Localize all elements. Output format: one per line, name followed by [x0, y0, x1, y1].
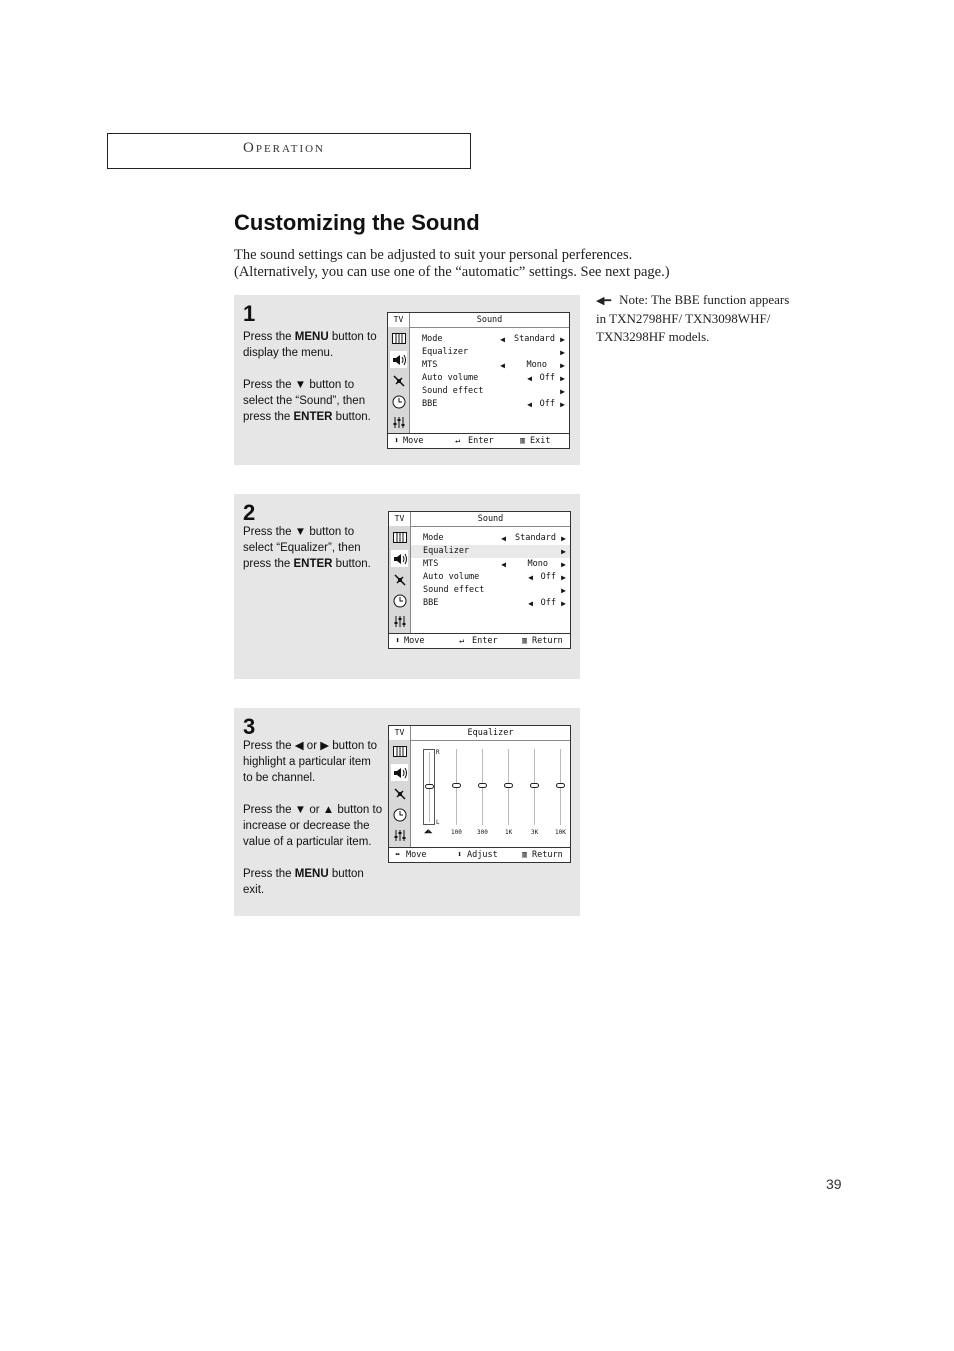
text: Press the: [243, 331, 295, 343]
left-arrow-icon: ◀: [527, 400, 532, 409]
row-label: Equalizer: [423, 546, 470, 556]
slider-knob[interactable]: [530, 783, 539, 788]
step-paragraph: Press the ▼ or ▲ button to increase or decrease the value of a particular item.: [243, 804, 383, 848]
text: button exit.: [243, 868, 364, 896]
clock-icon: [391, 806, 408, 823]
left-right-arrows-icon: ⬌: [395, 850, 401, 860]
band-label: 100: [451, 829, 462, 836]
intro-line-1: The sound settings can be adjusted to suit your personal perferences.: [234, 247, 633, 263]
osd-row-bbe[interactable]: [410, 398, 569, 411]
row-value: Standard: [514, 334, 555, 344]
band-label: 1K: [505, 829, 513, 836]
step-3-panel: [234, 708, 580, 916]
text: Press the ▼ button to select “Equalizer”, then press the: [243, 526, 361, 570]
page-number: 39: [826, 1176, 842, 1192]
band-label: 300: [477, 829, 488, 836]
intro-text: [234, 247, 670, 281]
osd-menu-rows: [411, 532, 570, 610]
setup-sliders-icon: [391, 613, 408, 630]
row-label: Sound effect: [423, 585, 485, 595]
setup-sliders-icon: [390, 414, 407, 431]
osd-title: Sound: [410, 313, 569, 328]
row-label: BBE: [422, 399, 438, 409]
text: Press the: [243, 868, 295, 880]
osd-sidebar: [389, 726, 411, 848]
speaker-icon: [391, 550, 408, 567]
tv-osd-sound-menu: [388, 511, 571, 649]
balance-slider[interactable]: [423, 749, 435, 825]
osd-tv-label: TV: [389, 512, 410, 526]
picture-icon: [390, 330, 407, 347]
section-label: Operation: [243, 140, 326, 156]
osd-row-mts[interactable]: [410, 359, 569, 372]
menu-icon: ▥: [522, 636, 528, 646]
step-paragraph: [243, 377, 383, 425]
step-instructions: [243, 329, 383, 441]
right-arrow-icon: ▶: [561, 599, 566, 608]
text: button.: [332, 558, 371, 570]
speaker-icon: [391, 764, 408, 781]
osd-tv-label: TV: [388, 313, 409, 327]
row-value: Mono: [527, 559, 548, 569]
picture-icon: [391, 743, 408, 760]
note-line: TXN3298HF models.: [596, 329, 710, 344]
key-name: ENTER: [293, 411, 333, 423]
right-arrow-icon: ▶: [561, 586, 566, 595]
left-arrow-icon: ◀: [527, 374, 532, 383]
step-paragraph: [243, 866, 383, 898]
band-label: 10K: [555, 829, 566, 836]
osd-row-equalizer-highlighted[interactable]: [411, 545, 570, 558]
left-arrow-icon: ◀: [528, 599, 533, 608]
tv-osd-equalizer: [388, 725, 571, 863]
menu-icon: ▥: [520, 436, 526, 446]
footer-adjust: Adjust: [467, 850, 498, 860]
osd-tv-label: TV: [389, 726, 410, 740]
right-arrow-icon: ▶: [560, 335, 565, 344]
row-value: Mono: [526, 360, 547, 370]
band-slider-3k[interactable]: [529, 749, 541, 825]
section-header-box: [107, 133, 471, 169]
row-label: MTS: [422, 360, 438, 370]
osd-footer: [389, 847, 570, 862]
osd-row-mode[interactable]: [410, 333, 569, 346]
right-arrow-icon: ▶: [560, 400, 565, 409]
equalizer-area: [411, 741, 570, 836]
tv-osd-sound-menu: [387, 312, 570, 449]
footer-enter: Enter: [468, 436, 494, 446]
row-value: Off: [540, 572, 556, 582]
speaker-icon: [390, 351, 407, 368]
clock-icon: [391, 592, 408, 609]
key-name: ENTER: [293, 558, 333, 570]
note-arrow-icon: ◀━: [596, 295, 612, 307]
band-slider-100[interactable]: [451, 749, 463, 825]
osd-row-sound-effect[interactable]: [411, 584, 570, 597]
left-arrow-icon: ◀: [501, 560, 506, 569]
channel-antenna-icon: [390, 372, 407, 389]
row-label: Mode: [422, 334, 443, 344]
step-instructions: [243, 738, 383, 914]
channel-antenna-icon: [391, 571, 408, 588]
row-label: Sound effect: [422, 386, 484, 396]
row-value: Off: [539, 373, 555, 383]
row-label: Auto volume: [423, 572, 480, 582]
row-value: Standard: [515, 533, 556, 543]
slider-knob[interactable]: [478, 783, 487, 788]
osd-footer: [389, 633, 570, 648]
footer-move: Move: [404, 636, 425, 646]
slider-knob[interactable]: [425, 784, 434, 789]
slider-knob[interactable]: [452, 783, 461, 788]
row-value: Off: [540, 598, 556, 608]
left-arrow-icon: ◀: [500, 335, 505, 344]
up-down-arrows-icon: ⬍: [394, 436, 400, 446]
key-name: MENU: [294, 331, 329, 343]
slider-knob[interactable]: [504, 783, 513, 788]
row-label: MTS: [423, 559, 439, 569]
row-label: Equalizer: [422, 347, 469, 357]
text: button to display the menu.: [243, 331, 377, 359]
osd-row-bbe[interactable]: [411, 597, 570, 610]
right-arrow-icon: ▶: [561, 547, 566, 556]
footer-return: Return: [532, 636, 563, 646]
row-label: Mode: [423, 533, 444, 543]
picture-icon: [391, 529, 408, 546]
left-channel-label: L: [436, 819, 440, 826]
row-value: Off: [539, 399, 555, 409]
band-slider-10k[interactable]: [555, 749, 567, 825]
enter-icon: ↵: [455, 436, 461, 446]
bbe-note: [596, 291, 816, 346]
speaker-balance-icon: ◢◣: [424, 827, 433, 835]
osd-sidebar: [389, 512, 411, 634]
osd-title: Equalizer: [411, 726, 570, 741]
channel-antenna-icon: [391, 785, 408, 802]
step-1-panel: [234, 295, 580, 465]
band-slider-300[interactable]: [477, 749, 489, 825]
left-arrow-icon: ◀: [500, 361, 505, 370]
text: button.: [332, 411, 371, 423]
step-paragraph: [243, 329, 383, 361]
right-arrow-icon: ▶: [560, 361, 565, 370]
text: Press the ▼ button to select the “Sound”, then press the: [243, 379, 366, 423]
setup-sliders-icon: [391, 827, 408, 844]
footer-return: Return: [532, 850, 563, 860]
left-arrow-icon: ◀: [528, 573, 533, 582]
up-down-arrows-icon: ⬍: [395, 636, 401, 646]
step-paragraph: Press the ◀ or ▶ button to highlight a particular item to be channel.: [243, 740, 378, 784]
right-channel-label: R: [436, 749, 440, 756]
osd-row-auto-volume[interactable]: [411, 571, 570, 584]
right-arrow-icon: ▶: [561, 573, 566, 582]
osd-row-mode[interactable]: [411, 532, 570, 545]
left-arrow-icon: ◀: [501, 534, 506, 543]
step-paragraph: [243, 524, 383, 572]
right-arrow-icon: ▶: [560, 387, 565, 396]
enter-icon: ↵: [459, 636, 465, 646]
osd-row-sound-effect[interactable]: [410, 385, 569, 398]
note-line: in TXN2798HF/ TXN3098WHF/: [596, 311, 771, 326]
up-down-arrows-icon: ⬍: [457, 850, 463, 860]
step-number: 2: [243, 500, 256, 525]
step-2-panel: [234, 494, 580, 679]
band-slider-1k[interactable]: [503, 749, 515, 825]
clock-icon: [390, 393, 407, 410]
footer-enter: Enter: [472, 636, 498, 646]
slider-knob[interactable]: [556, 783, 565, 788]
step-instructions: [243, 524, 383, 588]
band-label: 3K: [531, 829, 539, 836]
right-arrow-icon: ▶: [561, 560, 566, 569]
right-arrow-icon: ▶: [560, 348, 565, 357]
osd-sidebar: [388, 313, 410, 434]
osd-footer: [388, 433, 569, 448]
osd-row-equalizer[interactable]: [410, 346, 569, 359]
row-label: BBE: [423, 598, 439, 608]
osd-menu-rows: [410, 333, 569, 411]
osd-row-auto-volume[interactable]: [410, 372, 569, 385]
right-arrow-icon: ▶: [560, 374, 565, 383]
step-number: 1: [243, 301, 256, 326]
row-label: Auto volume: [422, 373, 479, 383]
footer-move: Move: [403, 436, 424, 446]
intro-line-2: (Alternatively, you can use one of the “automatic” settings. See next page.): [234, 264, 670, 280]
step-number: 3: [243, 714, 256, 739]
osd-title: Sound: [411, 512, 570, 527]
right-arrow-icon: ▶: [561, 534, 566, 543]
page-title: Customizing the Sound: [234, 210, 480, 235]
note-line: Note: The BBE function appears: [619, 292, 790, 307]
osd-row-mts[interactable]: [411, 558, 570, 571]
footer-move: Move: [406, 850, 427, 860]
menu-icon: ▥: [522, 850, 528, 860]
footer-exit: Exit: [530, 436, 551, 446]
key-name: MENU: [294, 868, 329, 880]
